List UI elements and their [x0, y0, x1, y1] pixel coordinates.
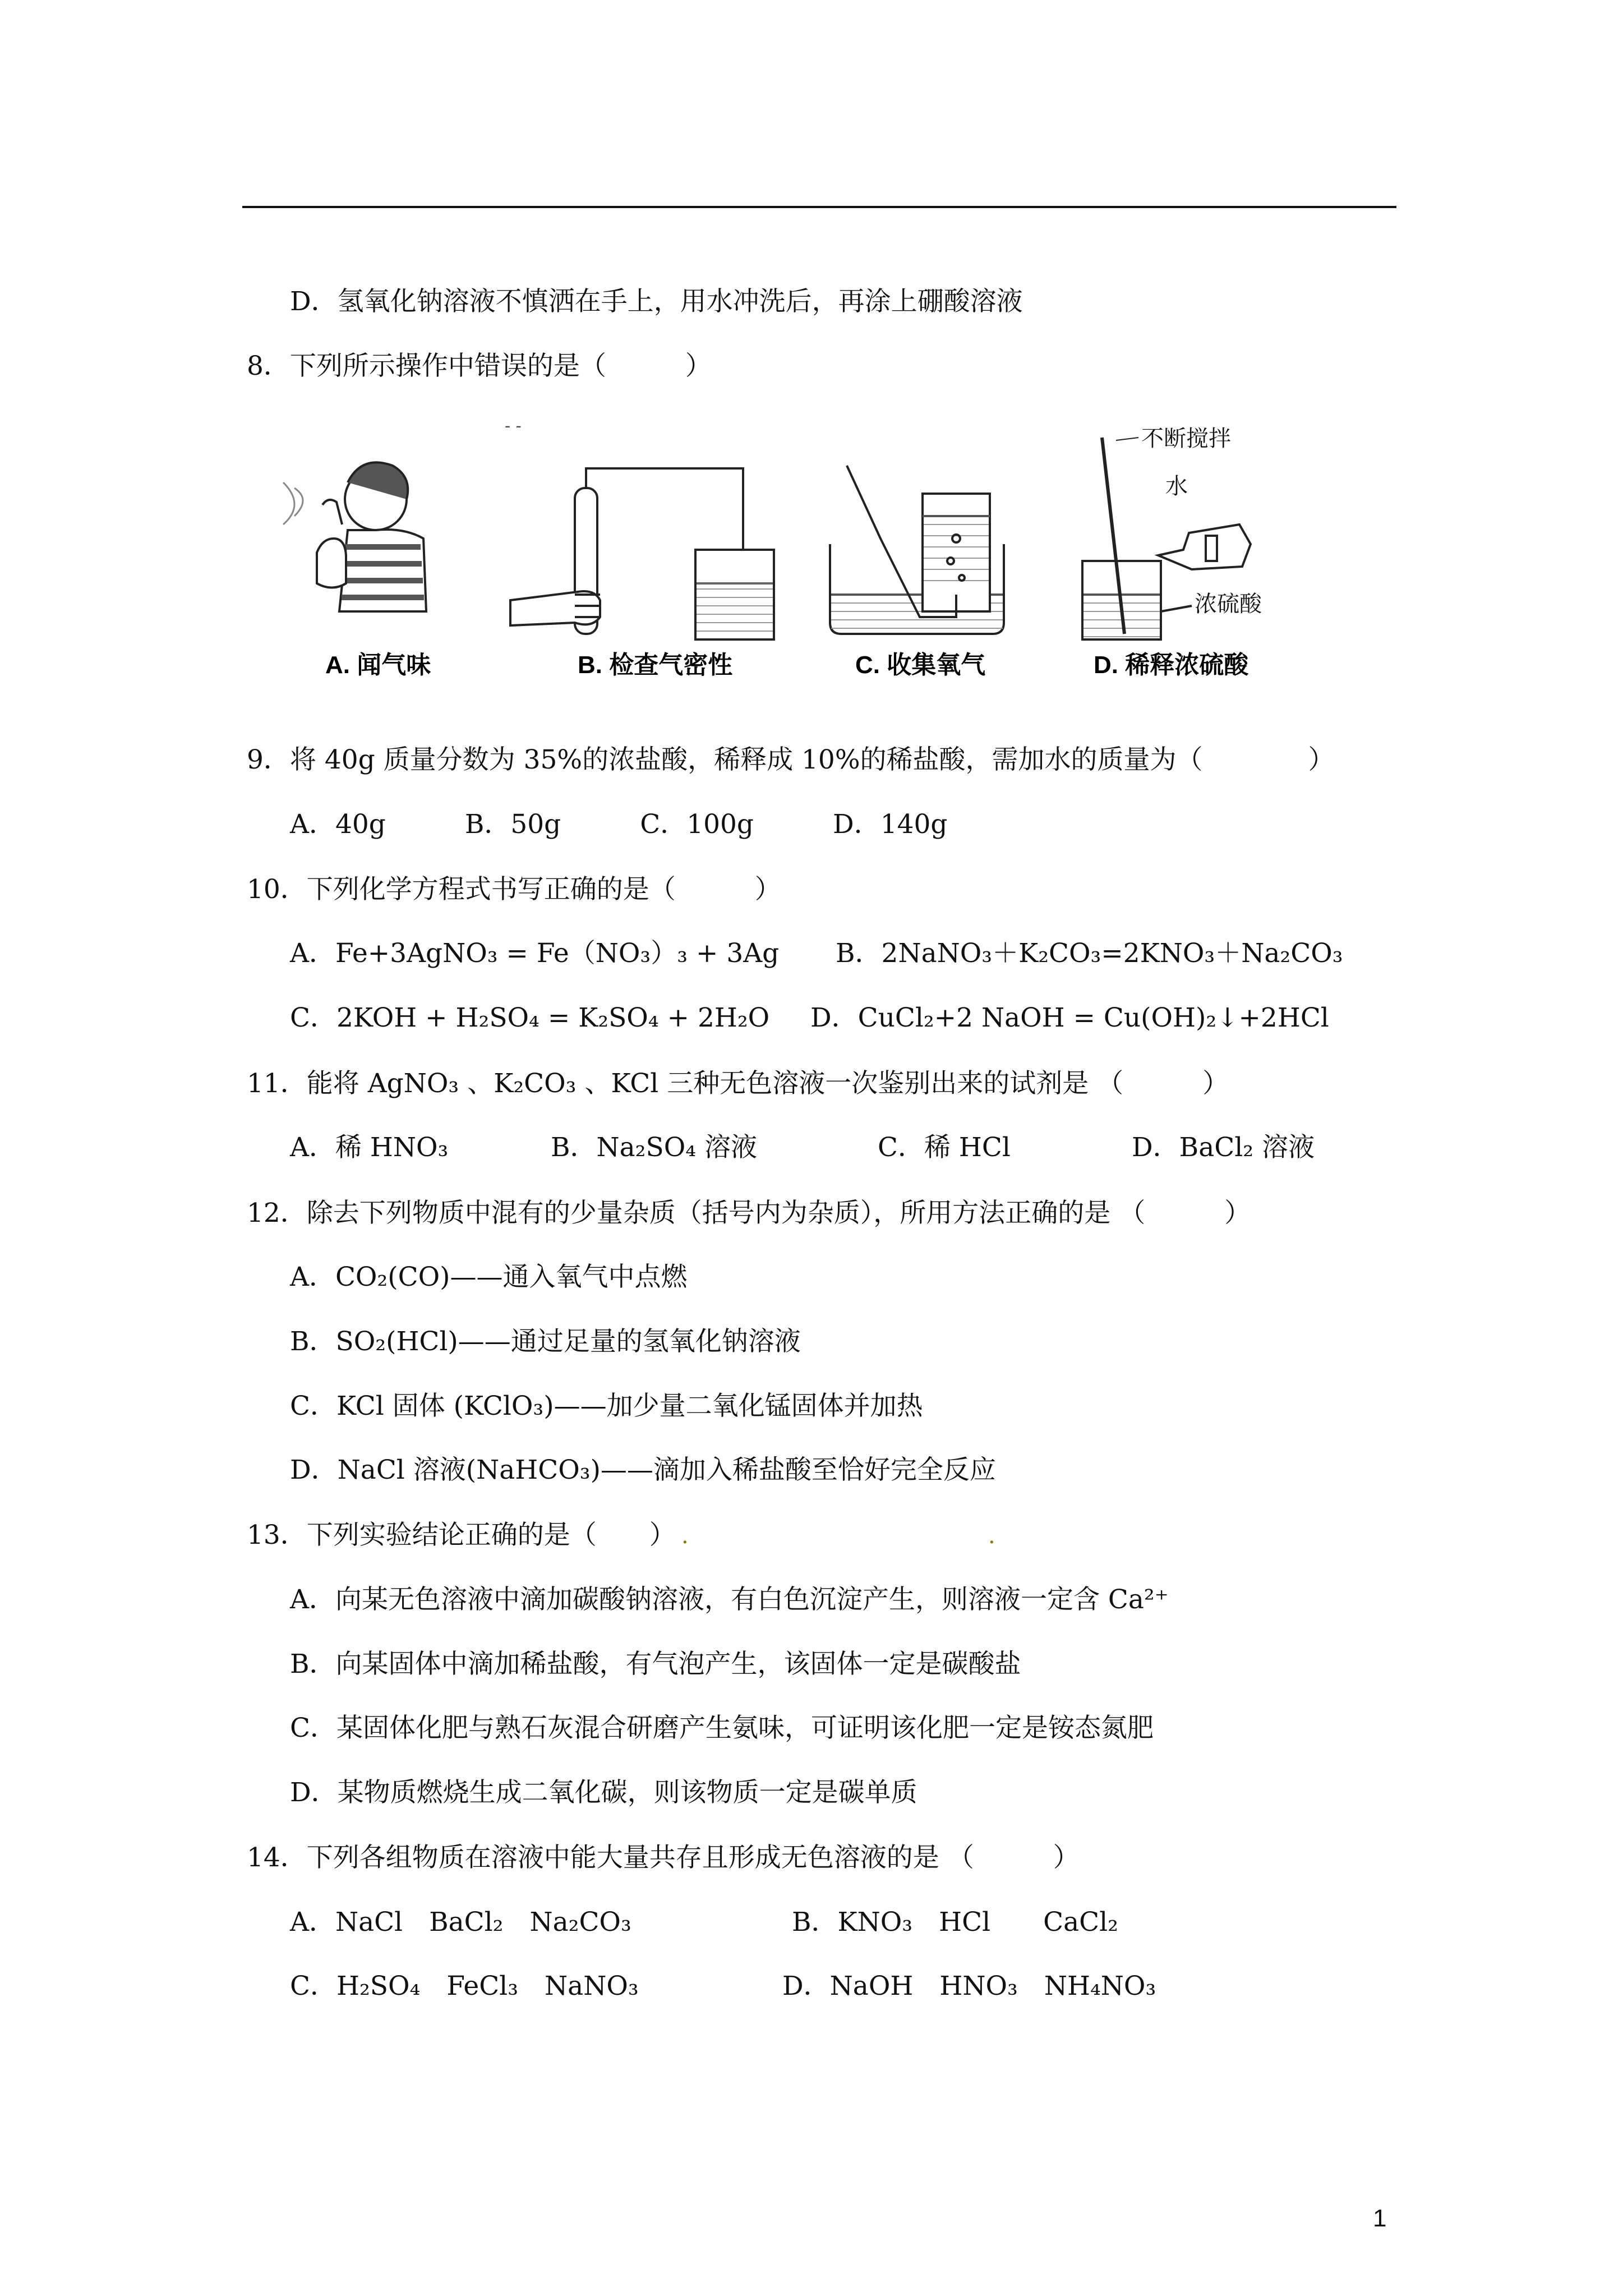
- q11-option-b: B．Na₂SO₄ 溶液: [551, 1132, 758, 1163]
- figure-b-caption: B. 检查气密性: [578, 651, 733, 679]
- q13-stem: 13．下列实验结论正确的是（ ）: [247, 1520, 676, 1550]
- q14-option-b: B．KNO₃ HCl CaCl₂: [792, 1907, 1118, 1938]
- figure-b-gas-tightness: [510, 468, 774, 639]
- figure-d-caption: D. 稀释浓硫酸: [1094, 651, 1249, 679]
- q9-stem: 9．将 40g 质量分数为 35%的浓盐酸，稀释成 10%的稀盐酸，需加水的质量为（ ）: [247, 744, 1335, 775]
- figure-c-collecting-oxygen: [830, 466, 1004, 634]
- figure-a-caption: A. 闻气味: [325, 651, 431, 679]
- q11-option-a: A．稀 HNO₃: [290, 1132, 449, 1163]
- figure-c-caption: C. 收集氧气: [855, 651, 986, 679]
- q13-option-c: C．某固体化肥与熟石灰混合研磨产生氨味，可证明该化肥一定是铵态氮肥: [290, 1713, 1154, 1743]
- stray-marks: - -: [505, 416, 522, 436]
- label-water: 水: [1165, 473, 1188, 499]
- stray-dot: .: [681, 1523, 689, 1549]
- q11-option-c: C．稀 HCl: [878, 1132, 1011, 1163]
- q12-stem: 12．除去下列物质中混有的少量杂质（括号内为杂质），所用方法正确的是 （ ）: [247, 1198, 1251, 1228]
- q14-option-d: D．NaOH HNO₃ NH₄NO₃: [782, 1971, 1156, 2001]
- figure-a-smelling: [283, 462, 426, 611]
- q12-option-d: D．NaCl 溶液(NaHCO₃)——滴加入稀盐酸至恰好完全反应: [290, 1455, 996, 1485]
- q10-option-b: B．2NaNO₃＋K₂CO₃=2KNO₃＋Na₂CO₃: [836, 938, 1343, 969]
- q12-option-c: C．KCl 固体 (KClO₃)——加少量二氧化锰固体并加热: [290, 1391, 923, 1421]
- q8-figure: [264, 426, 1279, 690]
- q14-stem: 14．下列各组物质在溶液中能大量共存且形成无色溶液的是 （ ）: [247, 1842, 1080, 1873]
- q13-option-b: B．向某固体中滴加稀盐酸，有气泡产生，该固体一定是碳酸盐: [290, 1649, 1021, 1680]
- q10-option-a: A．Fe+3AgNO₃ = Fe（NO₃）₃ + 3Ag: [290, 938, 780, 969]
- label-keep-stirring: 不断搅拌: [1141, 426, 1231, 452]
- page-number: 1: [1373, 2205, 1387, 2232]
- q10-option-d: D．CuCl₂+2 NaOH = Cu(OH)₂↓+2HCl: [810, 1002, 1329, 1033]
- q14-option-c: C．H₂SO₄ FeCl₃ NaNO₃: [290, 1971, 639, 2001]
- label-conc-acid: 浓硫酸: [1195, 591, 1262, 617]
- q11-stem: 11．能将 AgNO₃ 、K₂CO₃ 、KCl 三种无色溶液一次鉴别出来的试剂是 （ ）: [247, 1068, 1229, 1099]
- q13-option-d: D．某物质燃烧生成二氧化碳，则该物质一定是碳单质: [290, 1777, 917, 1808]
- stray-dot: .: [988, 1523, 995, 1549]
- q12-option-a: A．CO₂(CO)——通入氧气中点燃: [290, 1262, 688, 1292]
- q9-options: A．40g B．50g C．100g D．140g: [290, 809, 948, 840]
- q10-option-c: C．2KOH + H₂SO₄ = K₂SO₄ + 2H₂O: [290, 1002, 770, 1033]
- q10-stem: 10．下列化学方程式书写正确的是（ ）: [247, 874, 781, 905]
- q14-option-a: A．NaCl BaCl₂ Na₂CO₃: [290, 1907, 631, 1938]
- q13-option-a: A．向某无色溶液中滴加碳酸钠溶液，有白色沉淀产生，则溶液一定含 Ca²⁺: [290, 1584, 1169, 1615]
- q7-option-d: D．氢氧化钠溶液不慎洒在手上，用水冲洗后，再涂上硼酸溶液: [290, 286, 1023, 317]
- q12-option-b: B．SO₂(HCl)——通过足量的氢氧化钠溶液: [290, 1326, 801, 1357]
- q8-stem: 8．下列所示操作中错误的是（ ）: [247, 351, 712, 381]
- header-rule: [242, 206, 1396, 208]
- q11-option-d: D．BaCl₂ 溶液: [1132, 1132, 1315, 1163]
